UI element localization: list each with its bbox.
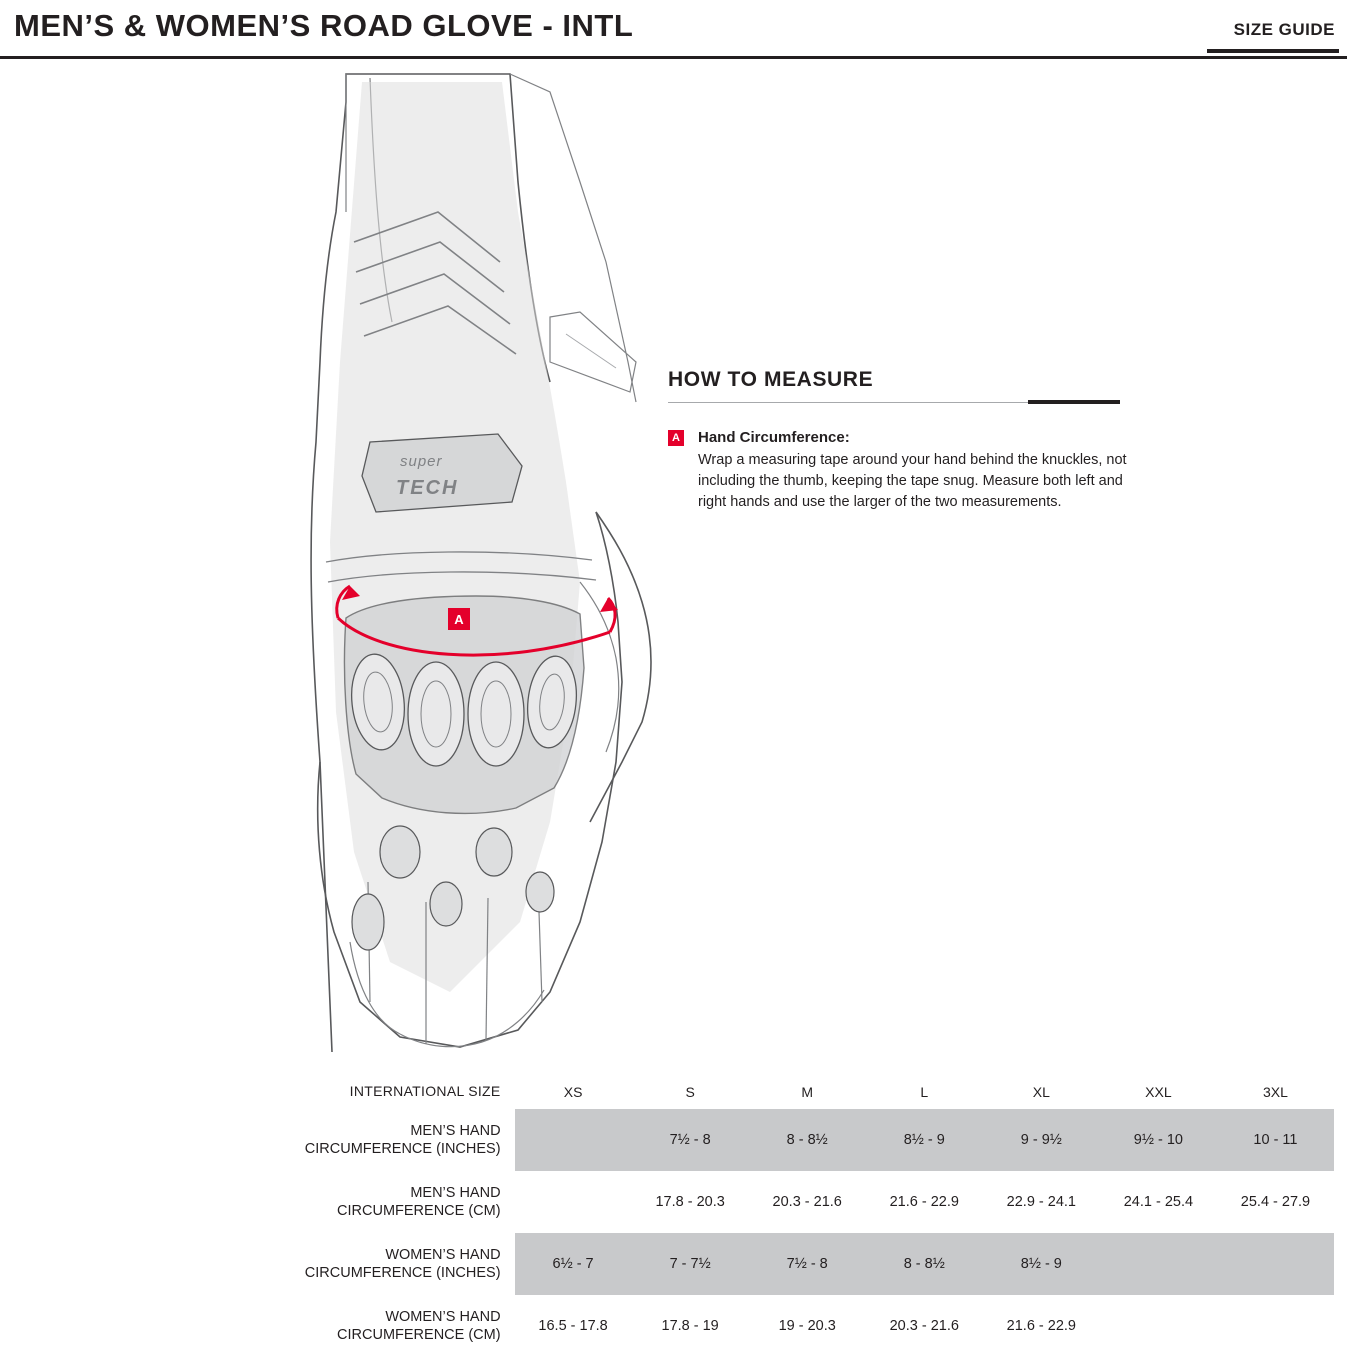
mens-cm-l: 21.6 - 22.9 [889, 1194, 959, 1210]
mens-cm-xs [515, 1171, 632, 1233]
womens-cm-xs: 16.5 - 17.8 [538, 1318, 608, 1334]
womens-inches-l: 8 - 8½ [866, 1233, 983, 1295]
mens-inches-xxl: 9½ - 10 [1100, 1109, 1217, 1171]
row-label-womens-inches [264, 1233, 515, 1295]
measurement-badge-a: A [668, 430, 684, 446]
size-header-xxl: XXL [1145, 1084, 1172, 1100]
row-label-womens-inches-line1: WOMEN’S HAND [385, 1246, 501, 1263]
header-divider [0, 56, 1347, 59]
womens-cm-m: 19 - 20.3 [778, 1318, 836, 1334]
page-title: MEN’S & WOMEN’S ROAD GLOVE - INTL [14, 8, 634, 43]
row-label-mens-cm [264, 1171, 515, 1233]
mens-inches-3xl: 10 - 11 [1217, 1109, 1334, 1171]
row-label-womens-cm [264, 1295, 515, 1347]
womens-inches-s: 7 - 7½ [632, 1233, 749, 1295]
mens-cm-s: 17.8 - 20.3 [655, 1194, 725, 1210]
mens-cm-3xl: 25.4 - 27.9 [1240, 1194, 1311, 1210]
page-header [0, 0, 1347, 58]
womens-inches-xs: 6½ - 7 [515, 1233, 632, 1295]
svg-text:A: A [454, 612, 464, 627]
row-label-womens-cm-line2: CIRCUMFERENCE (CM) [337, 1327, 501, 1343]
womens-cm-s: 17.8 - 19 [661, 1318, 719, 1334]
row-label-womens-inches-line2: CIRCUMFERENCE (INCHES) [304, 1265, 501, 1281]
womens-inches-m: 7½ - 8 [749, 1233, 866, 1295]
how-to-measure-body [668, 429, 1168, 513]
size-header-3xl: 3XL [1263, 1084, 1288, 1100]
mens-inches-xs [515, 1109, 632, 1171]
size-header-xl: XL [1032, 1084, 1050, 1100]
table-row-mens-cm [264, 1171, 1334, 1233]
size-table [264, 1075, 1334, 1347]
row-label-mens-inches-line2: CIRCUMFERENCE (INCHES) [304, 1141, 501, 1157]
how-to-measure-section [668, 368, 1168, 513]
womens-cm-3xl [1217, 1295, 1334, 1347]
size-header-m: M [801, 1084, 814, 1100]
row-label-international-size: INTERNATIONAL SIZE [349, 1083, 501, 1100]
mens-cm-xxl: 24.1 - 25.4 [1123, 1194, 1194, 1210]
svg-text:super: super [400, 453, 443, 470]
how-to-measure-title: HOW TO MEASURE [668, 368, 874, 391]
mens-inches-xl: 9 - 9½ [983, 1109, 1100, 1171]
row-label-womens-cm-line1: WOMEN’S HAND [385, 1308, 501, 1325]
mens-inches-s: 7½ - 8 [632, 1109, 749, 1171]
table-row-womens-cm [264, 1295, 1334, 1347]
womens-inches-3xl [1217, 1233, 1334, 1295]
row-label-mens-inches [264, 1109, 515, 1171]
row-label-mens-inches-line1: MEN’S HAND [410, 1122, 501, 1139]
measurement-instructions: Wrap a measuring tape around your hand behind the knuckles, not including the thumb, keeping the tape snug. Measure both left and right hands and use the larger of the two measurements. [698, 452, 1127, 511]
table-row-mens-inches [264, 1109, 1334, 1171]
table-row-womens-inches [264, 1233, 1334, 1295]
size-guide-label: SIZE GUIDE [1233, 20, 1335, 39]
size-header-xs: XS [563, 1084, 583, 1100]
size-header-l: L [920, 1084, 929, 1100]
size-header-s: S [685, 1084, 695, 1100]
mens-cm-xl: 22.9 - 24.1 [1006, 1194, 1076, 1210]
womens-inches-xl: 8½ - 9 [983, 1233, 1100, 1295]
mens-cm-m: 20.3 - 21.6 [772, 1194, 842, 1210]
row-label-mens-cm-line1: MEN’S HAND [410, 1184, 501, 1201]
mens-inches-l: 8½ - 9 [866, 1109, 983, 1171]
womens-cm-xxl [1100, 1295, 1217, 1347]
header-accent-rule [1207, 49, 1339, 53]
how-to-measure-divider [668, 402, 1120, 403]
womens-cm-l: 20.3 - 21.6 [889, 1318, 959, 1334]
row-label-mens-cm-line2: CIRCUMFERENCE (CM) [337, 1203, 501, 1219]
glove-illustration [250, 62, 730, 1052]
svg-text:TECH: TECH [396, 477, 459, 499]
womens-cm-xl: 21.6 - 22.9 [1006, 1318, 1076, 1334]
mens-inches-m: 8 - 8½ [749, 1109, 866, 1171]
womens-inches-xxl [1100, 1233, 1217, 1295]
measurement-label: Hand Circumference: [698, 429, 850, 446]
table-row-international-size [264, 1075, 1334, 1109]
size-table-container [264, 1075, 1334, 1347]
